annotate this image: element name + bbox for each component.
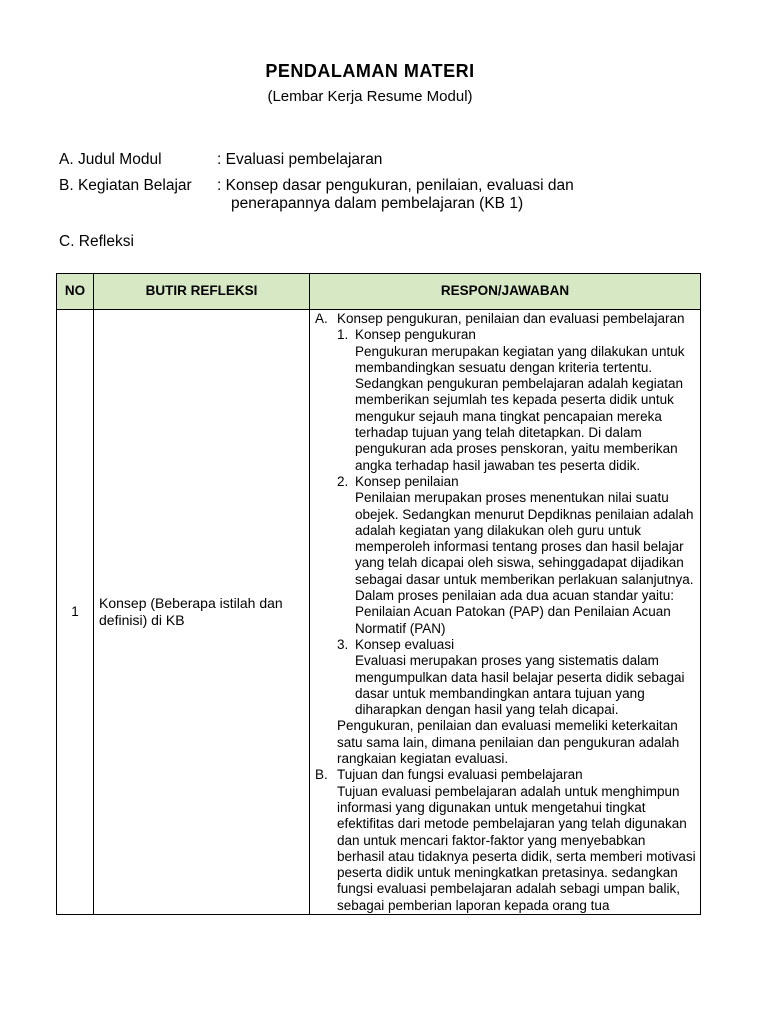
section-b-title: Tujuan dan fungsi evaluasi pembelajaran <box>337 767 583 783</box>
item-1-title: Konsep pengukuran <box>355 327 476 343</box>
section-a-marker: A. <box>315 311 328 326</box>
kegiatan-belajar-value: : Konsep dasar pengukuran, penilaian, evaluasi dan <box>217 177 574 194</box>
row-number: 1 <box>57 310 94 915</box>
item-3-title: Konsep evaluasi <box>355 636 455 652</box>
item-2-text: Penilaian merupakan proses menentukan nilai suatu obejek. Sedangkan menurut Depdiknas penilaian adalah adalah kegiatan yang dilakukan oleh guru untuk memperoleh informasi tentang proses dan hasil belajar yang telah dicapai oleh siswa, sehinggadapat dijadikan sebagai dasar untuk memberikan perlakuan salanjutnya. Dalam proses penilaian ada dua acuan standar yaitu: Penilaian Acuan Patokan (PAP) dan Penilaian Acuan Normatif (PAN) <box>355 490 694 636</box>
page-title: PENDALAMAN MATERI <box>265 61 475 81</box>
judul-modul-row <box>59 151 382 169</box>
section-b-text: Tujuan evaluasi pembelajaran adalah untuk menghimpun informasi yang digunakan untuk mengetahui tingkat efektifitas dari metode pembelajaran yang telah digunakan dan untuk mencari faktor-faktor yang menyebabkan berhasil atau tidaknya peserta didik, serta memberi motivasi peserta didik untuk meningkatkan pretasinya. sedangkan fungsi evaluasi pembelajaran adalah sebagi umpan balik, sebagai pemberian laporan kepada orang tua <box>337 783 696 913</box>
item-3-marker: 3. <box>337 636 349 652</box>
item-3-text: Evaluasi merupakan proses yang sistematis dalam mengumpulkan data hasil belajar peserta didik sebagai dasar untuk membandingkan antara tujuan yang diharapkan dengan hasil yang telah dicapai. <box>355 653 685 718</box>
respon-cell <box>310 310 701 915</box>
item-2-title: Konsep penilaian <box>355 473 459 489</box>
section-a-summary: Pengukuran, penilaian dan evaluasi memeliki keterkaitan satu sama lain, dimana penilaian dan pengukuran adalah rangkaian kegiatan evaluasi. <box>337 718 680 767</box>
list-item <box>337 327 696 474</box>
header-no: NO <box>57 274 94 310</box>
refleksi-label: C. Refleksi <box>59 233 134 250</box>
list-item <box>337 474 696 637</box>
table-header-row <box>57 274 701 310</box>
kegiatan-belajar-label: B. Kegiatan Belajar <box>59 177 192 194</box>
butir-refleksi-cell: Konsep (Beberapa istilah dan definisi) di KB <box>94 310 310 915</box>
item-1-marker: 1. <box>337 327 349 343</box>
item-1-text: Pengukuran merupakan kegiatan yang dilakukan untuk membandingkan sesuatu dengan kriteria tertentu. Sedangkan pengukuran pembelajaran adalah kegiatan memberikan sejumlah tes kepada peserta didik untuk mengukur sejauh mana tingkat pencapaian mereka terhadap tujuan yang telah ditetapkan. Di dalam pengukuran ada proses penskoran, yaitu memberikan angka terhadap hasil jawaban tes peserta didik. <box>355 343 685 473</box>
item-2-marker: 2. <box>337 473 349 489</box>
section-b-marker: B. <box>315 767 328 783</box>
kegiatan-belajar-value-cont: penerapannya dalam pembelajaran (KB 1) <box>231 195 524 212</box>
list-item <box>337 637 696 718</box>
header-respon-jawaban: RESPON/JAWABAN <box>310 274 701 310</box>
section-a <box>315 311 696 767</box>
refleksi-table <box>56 273 701 915</box>
section-b <box>315 767 696 914</box>
judul-modul-label: A. Judul Modul <box>59 151 162 168</box>
header-butir-refleksi: BUTIR REFLEKSI <box>94 274 310 310</box>
page-subtitle: (Lembar Kerja Resume Modul) <box>267 88 473 105</box>
kegiatan-belajar-row <box>59 177 574 195</box>
section-a-title: Konsep pengukuran, penilaian dan evaluasi pembelajaran <box>337 311 685 326</box>
table-row <box>57 310 701 915</box>
judul-modul-value: : Evaluasi pembelajaran <box>217 151 383 168</box>
